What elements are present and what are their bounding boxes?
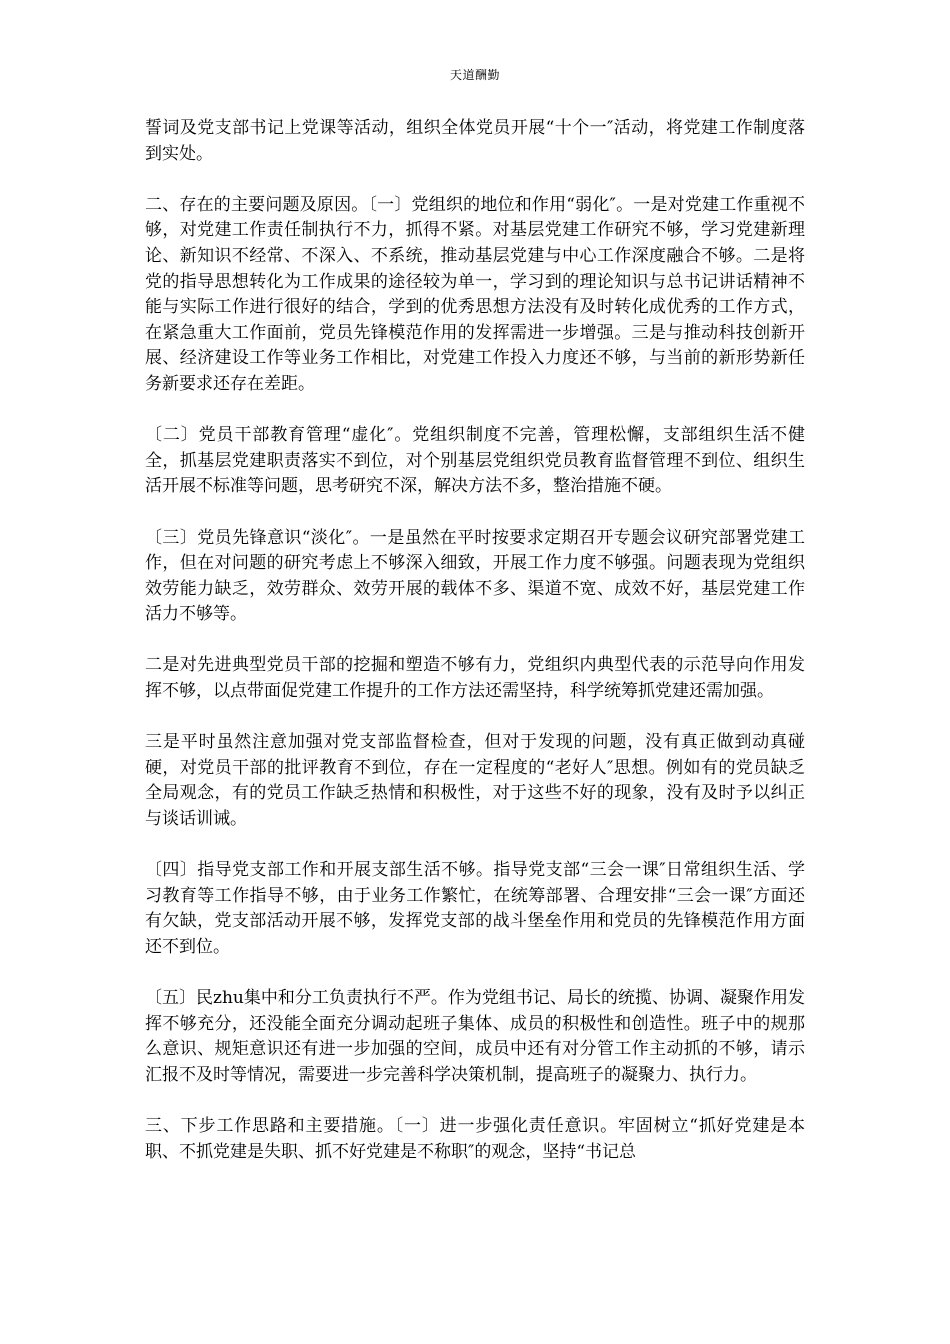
document-body — [145, 116, 805, 1191]
paragraph: 〔五〕民zhu集中和分工负责执行不严。作为党组书记、局长的统揽、协调、凝聚作用发挥不够充分，还没能全面充分调动起班子集体、成员的积极性和创造性。班子中的规那么意识、规矩意识还有进一步加强的空间，成员中还有对分管工作主动抓的不够，请示汇报不及时等情况，需要进一步完善科学决策机制，提高班子的凝聚力、执行力。 — [145, 988, 805, 1085]
paragraph: 三是平时虽然注意加强对党支部监督检查，但对于发现的问题，没有真正做到动真碰硬，对党员干部的批评教育不到位，存在一定程度的“老好人″思想。例如有的党员缺乏全局观念，有的党员工作缺乏热情和积极性，对于这些不好的现象，没有及时予以纠正与谈话训诫。 — [145, 732, 805, 830]
paragraph: 〔二〕党员干部教育管理“虚化″。党组织制度不完善，管理松懈，支部组织生活不健全，抓基层党建职责落实不到位，对个别基层党组织党员教育监督管理不到位、组织生活开展不标准等问题，思考研究不深，解决方法不多，整治措施不硬。 — [145, 425, 805, 497]
paragraph: 〔四〕指导党支部工作和开展支部生活不够。指导党支部“三会一课″日常组织生活、学习教育等工作指导不够，由于业务工作繁忙，在统筹部署、合理安排“三会一课″方面还有欠缺，党支部活动开展不够，发挥党支部的战斗堡垒作用和党员的先锋模范作用方面还不到位。 — [145, 860, 805, 957]
page-header: 天道酬勤 — [449, 68, 500, 82]
paragraph: 三、下步工作思路和主要措施。〔一〕进一步强化责任意识。牢固树立“抓好党建是本职、不抓党建是失职、抓不好党建是不称职″的观念，坚持“书记总 — [145, 1116, 805, 1162]
paragraph: 二、存在的主要问题及原因。〔一〕党组织的地位和作用“弱化″。一是对党建工作重视不够，对党建工作责任制执行不力，抓得不紧。对基层党建工作研究不够，学习党建新理论、新知识不经常、不深入、不系统，推动基层党建与中心工作深度融合不够。二是将党的指导思想转化为工作成果的途径较为单一，学习到的理论知识与总书记讲话精神不能与实际工作进行很好的结合，学到的优秀思想方法没有及时转化成优秀的工作方式，在紧急重大工作面前，党员先锋模范作用的发挥需进一步增强。三是与推动科技创新开展、经济建设工作等业务工作相比，对党建工作投入力度还不够，与当前的新形势新任务新要求还存在差距。 — [145, 194, 805, 394]
paragraph: 誓词及党支部书记上党课等活动，组织全体党员开展“十个一″活动，将党建工作制度落到实处。 — [145, 118, 805, 164]
paragraph: 二是对先进典型党员干部的挖掘和塑造不够有力，党组织内典型代表的示范导向作用发挥不够，以点带面促党建工作提升的工作方法还需坚持，科学统筹抓党建还需加强。 — [145, 655, 805, 702]
paragraph: 〔三〕党员先锋意识“淡化″。一是虽然在平时按要求定期召开专题会议研究部署党建工作，但在对问题的研究考虑上不够深入细致，开展工作力度不够强。问题表现为党组织效劳能力缺乏，效劳群众、效劳开展的载体不多、渠道不宽、成效不好，基层党建工作活力不够等。 — [145, 527, 805, 625]
